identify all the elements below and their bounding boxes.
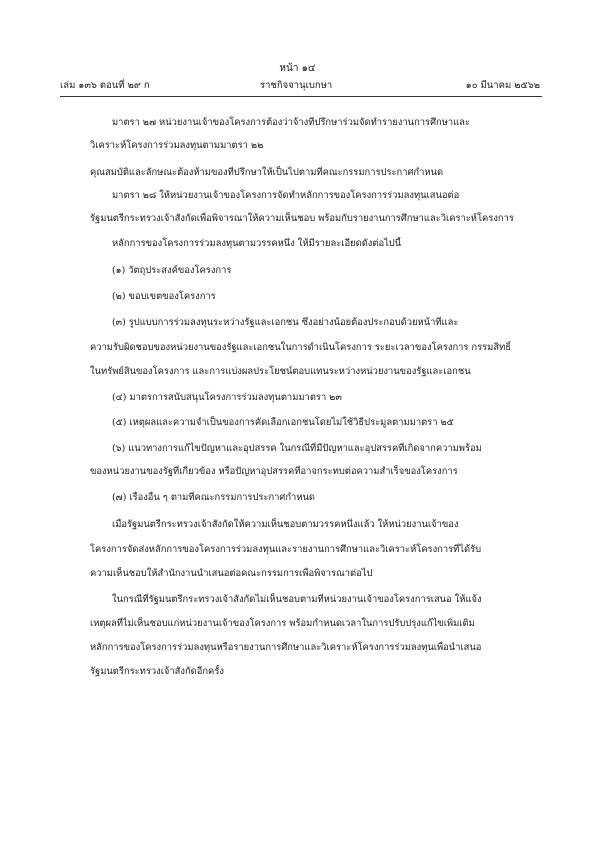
section-27-text-cont: วิเคราะห์โครงการร่วมลงทุนตามมาตรา ๒๒	[90, 140, 264, 151]
principles-intro: หลักการของโครงการร่วมลงทุนตามวรรคหนึ่ง ให้มีรายละเอียดดังต่อไปนี้	[112, 238, 402, 249]
section-28-text: มาตรา ๒๘ ให้หน่วยงานเจ้าของโครงการจัดทำหลักการของโครงการร่วมลงทุนเสนอต่อ	[112, 190, 460, 201]
approval-paragraph-cont-2: ความเห็นชอบให้สำนักงานนำเสนอต่อคณะกรรมการเพื่อพิจารณาต่อไป	[90, 568, 373, 579]
list-item-6-cont: ของหน่วยงานของรัฐที่เกี่ยวข้อง หรือปัญหาอุปสรรคที่อาจกระทบต่อความสำเร็จของโครงการ	[90, 466, 458, 477]
disapproval-paragraph: ในกรณีที่รัฐมนตรีกระทรวงเจ้าสังกัดไม่เห็นชอบตามที่หน่วยงานเจ้าของโครงการเสนอ ให้แจ้ง	[112, 594, 482, 605]
page-header	[60, 78, 540, 94]
list-item-3: (๓) รูปแบบการร่วมลงทุนระหว่างรัฐและเอกชน ซึ่งอย่างน้อยต้องประกอบด้วยหน้าที่และ	[112, 317, 459, 328]
list-item-5: (๕) เหตุผลและความจำเป็นของการคัดเลือกเอกชนโดยไม่ใช้วิธีประมูลตามมาตรา ๒๕	[112, 417, 454, 428]
disapproval-paragraph-cont: เหตุผลที่ไม่เห็นชอบแก่หน่วยงานเจ้าของโครงการ พร้อมกำหนดเวลาในการปรับปรุงแก้ไขเพิ่มเติม	[90, 618, 475, 629]
disapproval-paragraph-cont-3: รัฐมนตรีกระทรวงเจ้าสังกัดอีกครั้ง	[90, 666, 224, 677]
issue-date: ๑๐ มีนาคม ๒๕๖๒	[465, 80, 540, 91]
volume-issue: เล่ม ๑๓๖ ตอนที่ ๒๙ ก	[60, 80, 150, 91]
approval-paragraph-cont: โครงการจัดส่งหลักการของโครงการร่วมลงทุนและรายงานการศึกษาและวิเคราะห์โครงการที่ได้รับ	[90, 544, 482, 555]
list-item-7: (๗) เรื่องอื่น ๆ ตามที่คณะกรรมการประกาศกำหนด	[112, 492, 315, 503]
list-item-3-cont-2: ในทรัพย์สินของโครงการ และการแบ่งผลประโยชน์ตอบแทนระหว่างหน่วยงานของรัฐและเอกชน	[90, 366, 471, 377]
disapproval-paragraph-cont-2: หลักการของโครงการร่วมลงทุนหรือรายงานการศึกษาและวิเคราะห์โครงการร่วมลงทุนเพื่อนำเสนอ	[90, 642, 482, 653]
section-28-text-cont: รัฐมนตรีกระทรวงเจ้าสังกัดเพื่อพิจารณาให้ความเห็นชอบ พร้อมกับรายงานการศึกษาและวิเคราะห์โครงการ	[90, 213, 514, 224]
gazette-title: ราชกิจจานุเบกษา	[260, 80, 333, 91]
page-number: หน้า ๑๔	[279, 63, 316, 74]
list-item-2: (๒) ขอบเขตของโครงการ	[112, 291, 216, 302]
header-divider	[60, 96, 542, 97]
section-27-text: มาตรา ๒๗ หน่วยงานเจ้าของโครงการต้องว่าจ้างที่ปรึกษาร่วมจัดทำรายงานการศึกษาและ	[112, 117, 470, 128]
approval-paragraph: เมื่อรัฐมนตรีกระทรวงเจ้าสังกัดให้ความเห็นชอบตามวรรคหนึ่งแล้ว ให้หน่วยงานเจ้าของ	[112, 519, 459, 530]
consultant-qualifications-text: คุณสมบัติและลักษณะต้องห้ามของที่ปรึกษาให้เป็นไปตามที่คณะกรรมการประกาศกำหนด	[90, 167, 444, 178]
list-item-4: (๔) มาตรการสนับสนุนโครงการร่วมลงทุนตามมาตรา ๒๓	[112, 392, 342, 403]
list-item-3-cont: ความรับผิดชอบของหน่วยงานของรัฐและเอกชนในการดำเนินโครงการ ระยะเวลาของโครงการ กรรมสิทธิ์	[90, 342, 511, 353]
list-item-6: (๖) แนวทางการแก้ไขปัญหาและอุปสรรค ในกรณีที่มีปัญหาและอุปสรรคที่เกิดจากความพร้อม	[112, 443, 482, 454]
list-item-1: (๑) วัตถุประสงค์ของโครงการ	[112, 265, 232, 276]
